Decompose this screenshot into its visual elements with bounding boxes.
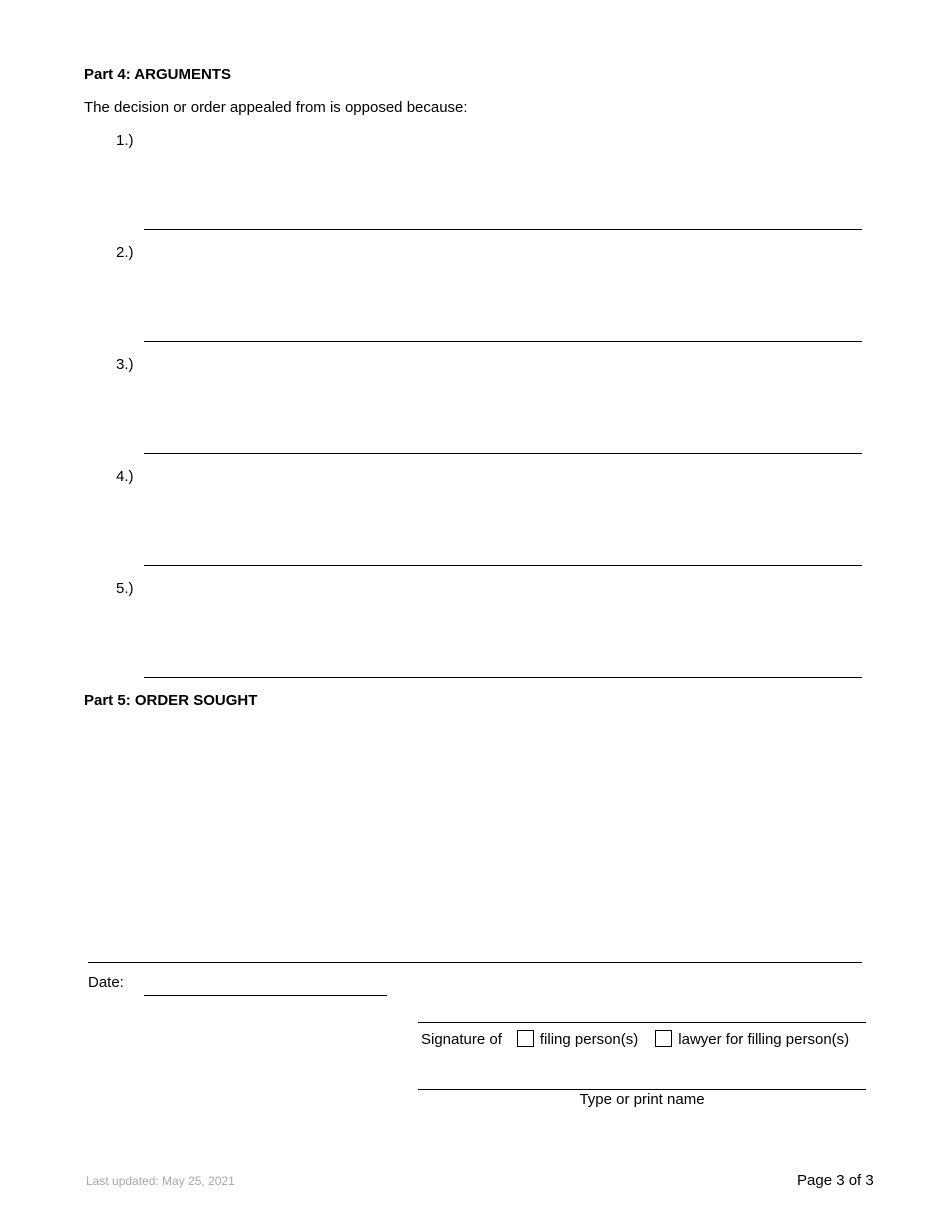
argument-5-field[interactable] bbox=[144, 576, 862, 676]
last-updated-text: Last updated: May 25, 2021 bbox=[86, 1174, 235, 1188]
date-line bbox=[144, 995, 387, 996]
order-sought-line bbox=[88, 962, 862, 963]
date-label: Date: bbox=[88, 974, 124, 991]
argument-2-field[interactable] bbox=[144, 240, 862, 340]
argument-number-4: 4.) bbox=[116, 468, 134, 485]
date-field[interactable] bbox=[144, 972, 387, 994]
argument-2-line bbox=[144, 341, 862, 342]
print-name-label: Type or print name bbox=[579, 1091, 705, 1108]
part5-heading: Part 5: ORDER SOUGHT bbox=[84, 692, 258, 709]
part4-intro: The decision or order appealed from is opposed because: bbox=[84, 99, 468, 116]
print-name-field[interactable] bbox=[418, 1066, 866, 1088]
page-number: Page 3 of 3 bbox=[797, 1172, 874, 1189]
order-sought-field[interactable] bbox=[88, 716, 862, 956]
argument-3-line bbox=[144, 453, 862, 454]
signature-of-label: Signature of bbox=[421, 1031, 502, 1048]
print-name-line bbox=[418, 1089, 866, 1090]
signature-field[interactable] bbox=[418, 998, 866, 1022]
part4-heading: Part 4: ARGUMENTS bbox=[84, 66, 231, 83]
argument-number-3: 3.) bbox=[116, 356, 134, 373]
lawyer-label: lawyer for filling person(s) bbox=[678, 1031, 850, 1048]
signature-line bbox=[418, 1022, 866, 1023]
argument-1-field[interactable] bbox=[144, 128, 862, 228]
argument-1-line bbox=[144, 229, 862, 230]
signature-of-row bbox=[421, 1030, 849, 1048]
lawyer-checkbox[interactable] bbox=[655, 1030, 672, 1047]
argument-4-field[interactable] bbox=[144, 464, 862, 564]
argument-number-5: 5.) bbox=[116, 580, 134, 597]
filing-person-checkbox[interactable] bbox=[517, 1030, 534, 1047]
argument-3-field[interactable] bbox=[144, 352, 862, 452]
argument-4-line bbox=[144, 565, 862, 566]
filing-person-label: filing person(s) bbox=[539, 1031, 639, 1048]
argument-number-1: 1.) bbox=[116, 132, 134, 149]
argument-number-2: 2.) bbox=[116, 244, 134, 261]
argument-5-line bbox=[144, 677, 862, 678]
